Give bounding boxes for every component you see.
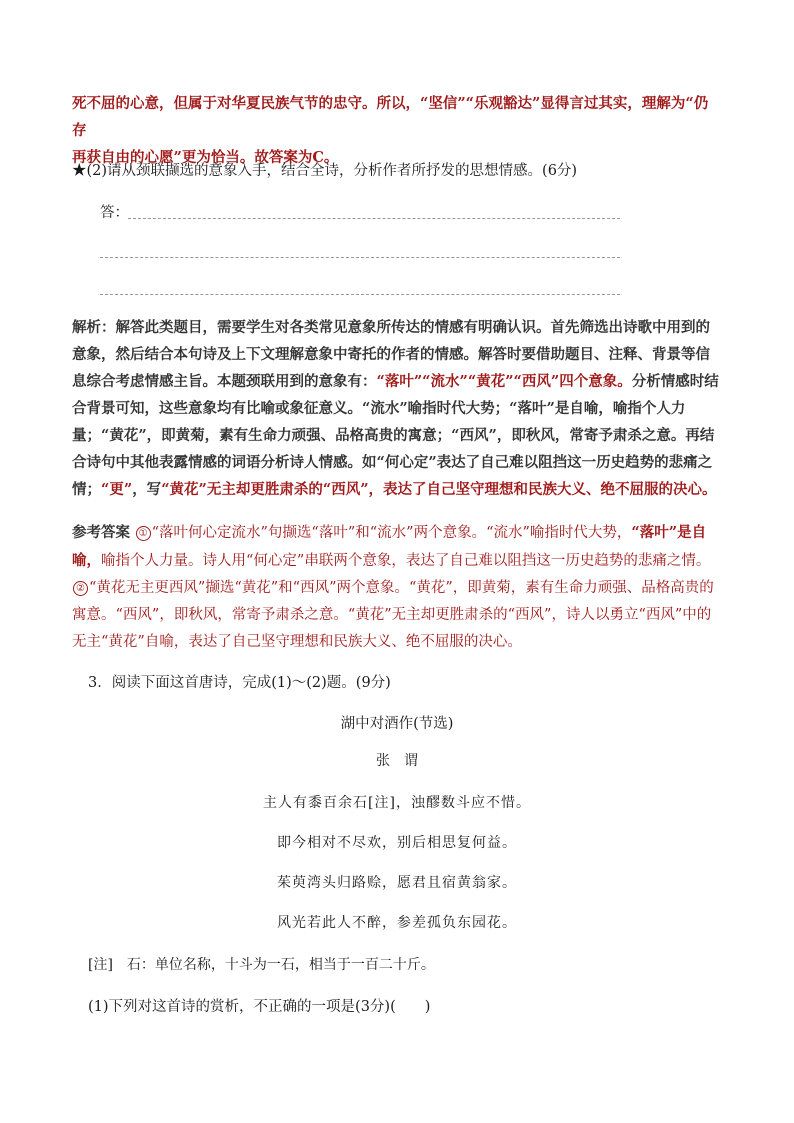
circled-number-1: ① bbox=[136, 526, 151, 541]
answer-line-3[interactable] bbox=[100, 294, 620, 295]
reference-part-1: “落叶何心定流水”句撷选“落叶”和“流水”两个意象。“流水”喻指时代大势， bbox=[151, 525, 632, 541]
reference-highlight-1: “落叶”是自喻， bbox=[72, 524, 707, 569]
analysis-text-3: ，写 bbox=[132, 481, 162, 498]
reference-part-2: 喻指个人力量。诗人用“何心定”串联两个意象，表达了自己难以阻挡这一历史趋势的悲痛之情。 bbox=[101, 553, 711, 569]
intro-line-1: 死不屈的心意，但属于对华夏民族气节的忠守。所以，“坚信”“乐观豁达”显得言过其实，理解为“仍存 bbox=[72, 95, 709, 139]
poem-title: 湖中对酒作(节选) bbox=[340, 716, 454, 732]
reference-answer bbox=[72, 519, 722, 656]
poem-line-4: 风光若此人不醉，参差孤负东园花。 bbox=[277, 915, 517, 931]
answer-label: 答： bbox=[100, 205, 129, 221]
question-3: 3．阅读下面这首唐诗，完成(1)～(2)题。(9分) bbox=[88, 675, 391, 691]
analysis-paragraph bbox=[72, 314, 722, 503]
poem-line-2: 即今相对不尽欢，别后相思复何益。 bbox=[277, 835, 517, 851]
poem-note: [注] 石：单位名称，十斗为一石，相当于一百二十斤。 bbox=[88, 957, 435, 973]
circled-number-2: ② bbox=[73, 581, 88, 596]
poem-author: 张 谓 bbox=[376, 753, 418, 769]
analysis-text-2: 分析情感时结合背景可知，这些意象均有比喻或象征意义。“流水”喻指时代大势；“落叶”是自喻，喻指个人力量；“黄花”，即黄菊，素有生命力顽强、品格高贵的寓意；“西风”，即秋风，常寄予肃杀之意。再结合诗句中其他表露情感的词语分析诗人情感。如“何心定”表达了自己难以阻挡这一历史趋势的悲痛之情； bbox=[72, 373, 719, 498]
answer-line-1[interactable] bbox=[128, 218, 620, 219]
answer-line-2[interactable] bbox=[100, 257, 620, 258]
analysis-highlight-3: “黄花”无主却更胜肃杀的“西风”，表达了自己坚守理想和民族大义、绝不屈服的决心。 bbox=[161, 481, 717, 498]
intro-line-2: 再获自由的心愿”更为恰当。故答案为C。 bbox=[72, 149, 339, 166]
sub-question-1: (1)下列对这首诗的赏析，不正确的一项是(3分)( ) bbox=[88, 999, 431, 1015]
reference-label: 参考答案 bbox=[72, 524, 130, 541]
analysis-highlight-1: “落叶”“流水”“黄花”“西风”四个意象。 bbox=[376, 373, 632, 390]
question-2: ★(2)请从颈联撷选的意象入手，结合全诗，分析作者所抒发的思想情感。(6分) bbox=[72, 163, 578, 179]
analysis-text-1: 解析：解答此类题目，需要学生对各类常见意象所传达的情感有明确认识。首先筛选出诗歌中用到的意象，然后结合本句诗及上下文理解意象中寄托的作者的情感。解答时要借助题目、注释、背景等信息综合考虑情感主旨。本题颈联用到的意象有： bbox=[72, 319, 710, 390]
poem-line-3: 茱萸湾头归路赊，愿君且宿黄翁家。 bbox=[277, 875, 517, 891]
reference-part-3: “黄花无主更西风”撷选“黄花”和“西风”两个意象。“黄花”，即黄菊，素有生命力顽强、品格高贵的寓意。“西风”，即秋风，常寄予肃杀之意。“黄花”无主却更胜肃杀的“西风”，诗人以勇立“西风”中的无主“黄花”自喻，表达了自己坚守理想和民族大义、绝不屈服的决心。 bbox=[72, 580, 714, 650]
poem-line-1: 主人有黍百余石[注]，浊醪数斗应不惜。 bbox=[263, 795, 531, 811]
analysis-highlight-2: “更” bbox=[101, 481, 133, 498]
